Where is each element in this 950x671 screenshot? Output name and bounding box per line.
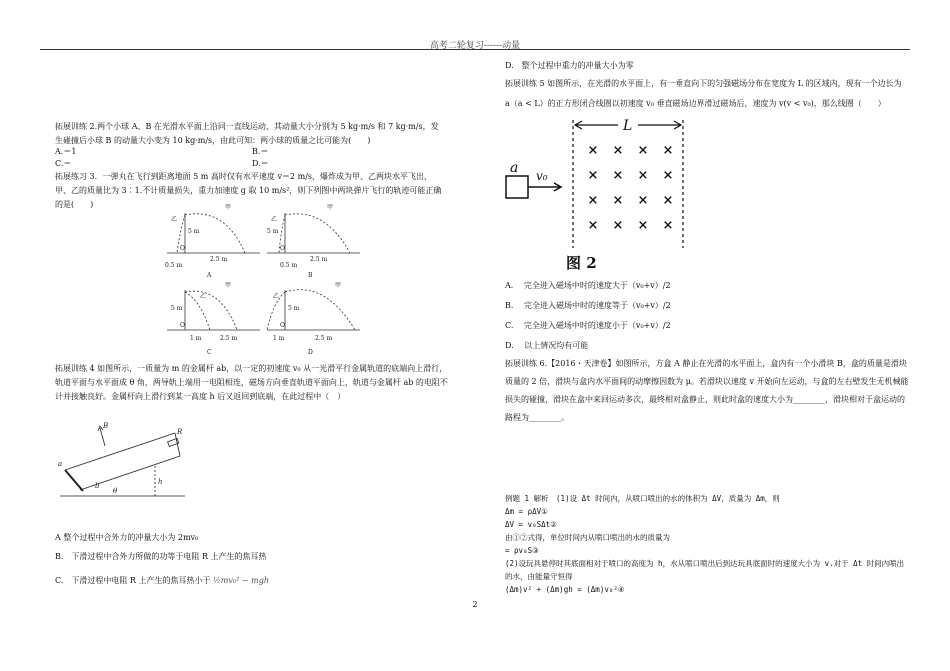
label-field-b: B — [103, 422, 109, 430]
label-h: h — [158, 478, 163, 486]
label-a: a — [58, 460, 63, 468]
fig-b-yi-label: 乙 — [271, 216, 278, 223]
ex4-option-c-formula: ½mv₀² − mgh — [213, 576, 269, 585]
svg-text:×: × — [662, 193, 674, 208]
fig-c-height-label: 5 m — [171, 305, 183, 312]
fig-c-left-dist: 1 m — [190, 335, 202, 342]
svg-text:×: × — [612, 193, 624, 208]
fig-c-yi-path — [185, 292, 210, 330]
fig-a-height-label: 5 m — [188, 228, 200, 235]
fig-b-jia-path — [285, 214, 350, 253]
ex5-option-d: D. 以上情况均有可能 — [505, 341, 589, 350]
ex4-option-c-text: C. 下滑过程中电阻 R 上产生的焦耳热小于 — [55, 576, 211, 585]
svg-text:×: × — [587, 193, 599, 208]
solution-line-3: ΔV = v₀SΔt② — [505, 520, 557, 529]
fig-b-caption: B — [308, 272, 313, 279]
ex4-option-c — [55, 575, 269, 587]
solution-block — [505, 492, 910, 596]
fig-c-jia-path — [185, 291, 237, 330]
fig-d-yi-label: 乙 — [273, 293, 280, 300]
exercise-6-text: 拓展训练 6.【2016・天津卷】如图所示，方盒 A 静止在光滑的水平面上，盒内有一个小滑块 B，盒的质量是滑块质量的 2 倍，滑块与盒内水平面间的动摩擦因数为 μ。若滑块以速度 v 开始向左运动，与盒的左右壁发生无机械能损失的碰撞，滑块在盒中来回运动多次，最终相对盒静止，则此时盒的速度大小为________，滑块相对于盒运动的路程为________。 — [505, 359, 909, 422]
ex4-option-d: D. 整个过程中重力的冲量大小为零 — [505, 61, 634, 70]
label-resistor-r: R — [177, 428, 183, 436]
square-coil — [506, 176, 528, 198]
fig-b-origin-label: O — [280, 245, 285, 252]
svg-text:×: × — [587, 143, 599, 158]
fig-d-left-dist: 1 m — [273, 335, 285, 342]
svg-text:×: × — [637, 218, 649, 233]
svg-text:×: × — [637, 193, 649, 208]
page-number: 2 — [472, 600, 478, 609]
svg-text:×: × — [662, 143, 674, 158]
fig-b-jia-label: 甲 — [327, 204, 334, 211]
fig-c-jia-label: 甲 — [225, 282, 232, 289]
fig-a-right-dist: 2.5 m — [210, 256, 228, 263]
svg-text:×: × — [612, 143, 624, 158]
inclined-rail-figure — [55, 418, 190, 503]
exercise-2-text: 拓展训练 2.两个小球 A、B 在光滑水平面上沿同一直线运动，其动量大小分别为 5 kg·m/s 和 7 kg·m/s，发生碰撞后小球 B 的动量大小变为 10 kg·m/s，由此可知：两小球的质量之比可能为( ) — [55, 122, 439, 145]
fig-a-origin-label: O — [180, 245, 185, 252]
label-width-l: L — [623, 118, 633, 134]
rail-upper-line — [65, 433, 175, 470]
label-b: b — [95, 482, 100, 490]
ex4-option-a: A 整个过程中合外力的冲量大小为 2mv₀ — [55, 533, 199, 542]
ex5-option-a: A. 完全进入磁场中时的速度大于（v₀+v）/2 — [505, 281, 671, 290]
ex5-option-c: C. 完全进入磁场中时的速度小于（v₀+v）/2 — [505, 321, 671, 330]
fig-b-right-dist: 2.5 m — [310, 256, 328, 263]
fig-c-caption: C — [207, 349, 212, 356]
svg-text:×: × — [612, 218, 624, 233]
exercise-3-text: 拓展练习 3．一弹丸在飞行到距离地面 5 m 高时仅有水平速度 v＝2 m/s，爆炸成为甲、乙两块水平飞出，甲、乙的质量比为 3∶1.不计质量损失，重力加速度 g 取 10 m/s²，则下列图中两块弹片飞行的轨迹可能正确的是( ) — [55, 172, 442, 209]
ex2-option-d: D.＝ — [252, 159, 269, 168]
fig-d-height-label: 5 m — [288, 305, 300, 312]
solution-line-1: 例题 1 解析 (1)设 Δt 时间内，从喷口喷出的水的体积为 ΔV，质量为 Δm，则 — [505, 494, 780, 503]
ex5-line-1: 拓展训练 5 如图所示，在光滑的水平面上，有一垂直向下的匀强磁场分布在宽度为 L 的区域内，现有一个边长为 — [505, 79, 902, 88]
fig-a-yi-label: 乙 — [171, 216, 178, 223]
field-crosses — [588, 143, 674, 233]
ex2-option-a: A.＝1 — [55, 147, 77, 156]
svg-text:×: × — [612, 168, 624, 183]
fig-c-origin-label: O — [180, 322, 185, 329]
svg-text:×: × — [662, 218, 674, 233]
magnetic-field-figure — [498, 116, 688, 274]
solution-line-6: (2)设玩具悬停时其底面相对于喷口的高度为 h，水从喷口喷出后到达玩具底面时的速度大小为 v.对于 Δt 时间内喷出的水，由能量守恒得 — [505, 559, 905, 581]
metal-rod — [65, 470, 83, 491]
running-header: 高考二轮复习------动量 — [429, 41, 521, 51]
fig-d-caption: D — [308, 349, 313, 356]
exercise-4-text: 拓展训练 4 如图所示，一质量为 m 的金属杆 ab，以一定的初速度 v₀ 从一光滑平行金属轨道的底端向上滑行，轨道平面与水平面成 θ 角，两导轨上端用一电阻相连，磁场方向垂直轨道平面向上，轨道与金属杆 ab 的电阻不计并接触良好。金属杆向上滑行到某一高度 h 后又返回到底端，在此过程中（ ） — [55, 364, 448, 401]
solution-line-4: 由①②式得，单位时间内从喷口喷出的水的质量为 — [505, 533, 670, 542]
svg-text:×: × — [662, 168, 674, 183]
ex2-option-c: C.＝ — [55, 159, 72, 168]
fig-a-jia-label: 甲 — [225, 204, 232, 211]
fig-c-right-dist: 2.5 m — [220, 335, 238, 342]
trajectory-figures — [155, 195, 375, 360]
label-theta: θ — [113, 487, 118, 495]
label-v0: v₀ — [536, 169, 548, 183]
fig-c-yi-label: 乙 — [200, 293, 207, 300]
fig-d-right-dist: 2.5 m — [315, 335, 333, 342]
field-arrow — [100, 428, 105, 446]
fig-d-jia-label: 甲 — [335, 282, 342, 289]
fig-d-origin-label: O — [280, 322, 285, 329]
ex5-option-b: B. 完全进入磁场中时的速度等于（v₀+v）/2 — [505, 301, 671, 310]
svg-text:×: × — [587, 218, 599, 233]
fig-a-left-dist: 0.5 m — [165, 262, 183, 269]
solution-line-5: = ρv₀S③ — [505, 546, 539, 555]
solution-line-2: Δm = ρΔV① — [505, 507, 548, 516]
solution-line-7: (Δm)v² + (Δm)gh = (Δm)v₀²④ — [505, 585, 625, 594]
fig-b-height-label: 5 m — [267, 228, 279, 235]
figure-caption: 图 2 — [566, 254, 597, 272]
ex2-option-b: B.＝ — [252, 147, 269, 156]
fig-b-left-dist: 0.5 m — [280, 262, 298, 269]
header-rule — [40, 49, 910, 50]
ex4-option-b: B. 下滑过程中合外力所做的功等于电阻 R 上产生的焦耳热 — [55, 552, 267, 561]
fig-a-caption: A — [207, 272, 212, 279]
label-coil-a: a — [510, 160, 519, 176]
svg-text:×: × — [637, 143, 649, 158]
svg-text:×: × — [587, 168, 599, 183]
ex5-line-2: a（a < L）的正方形闭合线圈以初速度 v₀ 垂直磁场边界滑过磁场后，速度为 v(v < v₀)，那么线圈（ ） — [505, 99, 886, 108]
svg-text:×: × — [637, 168, 649, 183]
